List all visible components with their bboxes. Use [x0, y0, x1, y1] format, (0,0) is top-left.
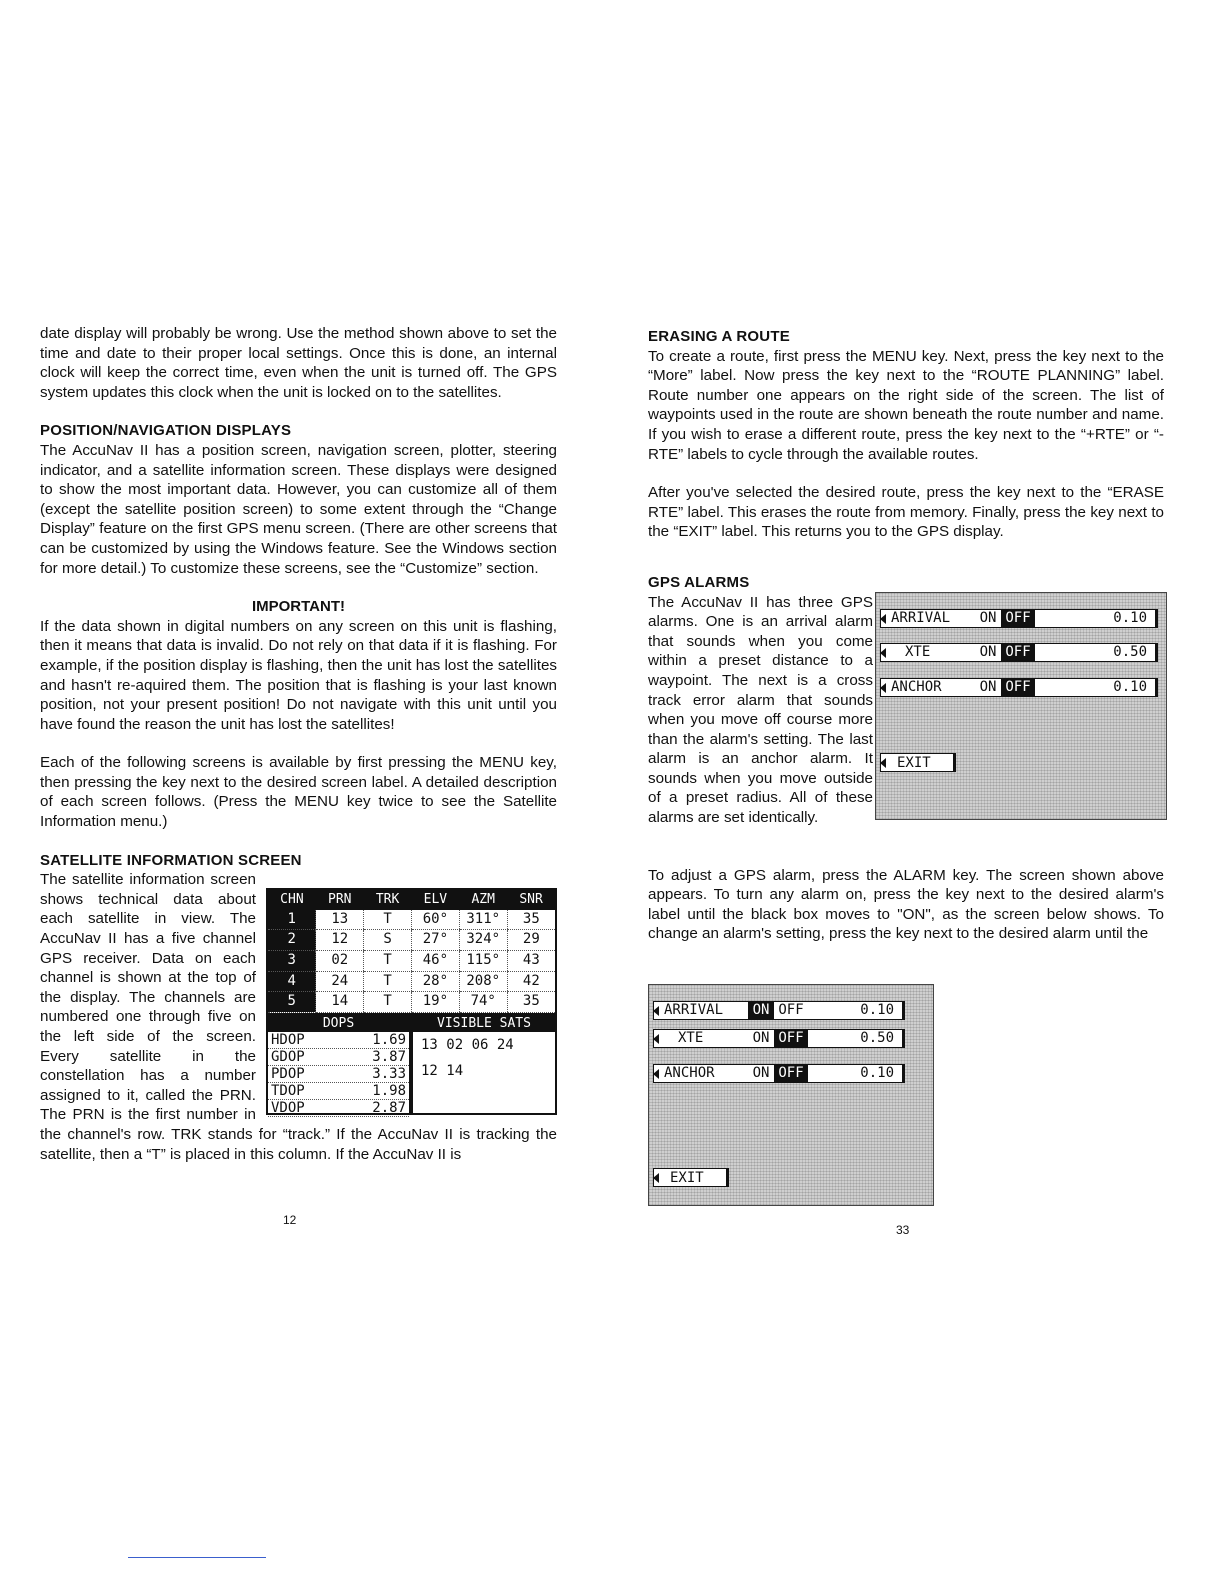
important-heading: IMPORTANT!: [251, 598, 346, 616]
alarm-label: ARRIVAL: [664, 1002, 724, 1018]
prn-cell: 14: [316, 992, 364, 1013]
col-header: ELV: [411, 890, 459, 910]
exit-button[interactable]: EXIT: [653, 1168, 729, 1187]
prn-cell: 12: [316, 930, 364, 951]
dop-value: 1.69: [372, 1031, 406, 1048]
channel-cell: 1: [268, 910, 316, 930]
left-page: [40, 324, 557, 1164]
visible-sats-line: 13 02 06 24: [421, 1036, 514, 1053]
table-row: [268, 971, 555, 992]
dop-name: GDOP: [271, 1048, 305, 1065]
erase-paragraph-2: After you've selected the desired route, press the key next to the “ERASE RTE” label. This erases the route from memory. Finally, press the key next to the “EXIT” label. This returns you to the GPS display.: [648, 484, 1164, 541]
alarm-label: ANCHOR: [891, 679, 942, 695]
important-paragraph: If the data shown in digital numbers on any screen on this unit is flashing, then it means that data is invalid. Do not rely on that data if it is flashing. For example, if the position display is flashing, then the unit has lost the satellites and hasn't re-aquired them. The position that is flashing is your last known position, not your present position! Do not navigate with this unit until you have found the reason the unit has lost the satellites!: [40, 617, 557, 733]
alarm-off-selected: OFF: [774, 1029, 808, 1048]
alarm-row-anchor[interactable]: [880, 678, 1158, 697]
alarms-heading: GPS ALARMS: [648, 573, 750, 591]
snr-cell: 43: [507, 951, 555, 972]
channel-cell: 5: [268, 992, 316, 1013]
alarm-value: 0.50: [860, 1030, 894, 1046]
alarm-label: XTE: [905, 644, 931, 660]
trk-cell: T: [364, 951, 412, 972]
azm-cell: 311°: [459, 910, 507, 930]
alarm-value: 0.50: [1113, 644, 1147, 660]
dops-header: DOPS: [268, 1015, 409, 1032]
prn-cell: 13: [316, 910, 364, 930]
elv-cell: 46°: [411, 951, 459, 972]
posnav-heading: POSITION/NAVIGATION DISPLAYS: [40, 422, 292, 440]
alarm-value: 0.10: [1113, 610, 1147, 626]
alarm-on: ON: [752, 1065, 770, 1081]
posnav-paragraph: The AccuNav II has a position screen, navigation screen, plotter, steering indicator, and a satellite information screen. These displays were designed to show the most important data. However, you can customize all of them (except the satellite position screen) to some extent through the “Change Display” feature on the first GPS menu screen. (There are other screens that can be customized by using the Windows feature. See the Windows section for more detail.) To customize these screens, see the “Customize” section.: [40, 441, 557, 577]
alarm-value: 0.10: [860, 1065, 894, 1081]
dop-row: [268, 1083, 409, 1100]
footer-rule: [128, 1557, 266, 1558]
dop-name: PDOP: [271, 1065, 305, 1082]
alarm-value: 0.10: [860, 1002, 894, 1018]
table-row: [268, 951, 555, 972]
elv-cell: 19°: [411, 992, 459, 1013]
alarm-label: XTE: [678, 1030, 704, 1046]
page-number-right: 33: [896, 1223, 910, 1237]
dop-name: TDOP: [271, 1082, 305, 1099]
alarm-value: 0.10: [1113, 679, 1147, 695]
channel-cell: 2: [268, 930, 316, 951]
trk-cell: S: [364, 930, 412, 951]
dop-name: VDOP: [271, 1099, 305, 1116]
alarm-label: ANCHOR: [664, 1065, 715, 1081]
alarm-row-arrival[interactable]: [653, 1001, 905, 1020]
elv-cell: 60°: [411, 910, 459, 930]
snr-cell: 29: [507, 930, 555, 951]
snr-cell: 35: [507, 910, 555, 930]
alarm-on-selected: ON: [748, 1001, 774, 1020]
trk-cell: T: [364, 971, 412, 992]
alarm-screen-top: [875, 592, 1167, 820]
elv-cell: 28°: [411, 971, 459, 992]
col-header: PRN: [316, 890, 364, 910]
satinfo-heading: SATELLITE INFORMATION SCREEN: [40, 851, 302, 869]
dop-row: [268, 1100, 409, 1117]
elv-cell: 27°: [411, 930, 459, 951]
dop-name: HDOP: [271, 1031, 305, 1048]
alarm-row-xte[interactable]: [653, 1029, 905, 1048]
dop-value: 1.98: [372, 1082, 406, 1099]
alarm-label: ARRIVAL: [891, 610, 951, 626]
trk-cell: T: [364, 910, 412, 930]
alarm-off-selected: OFF: [1001, 643, 1035, 662]
channel-cell: 3: [268, 951, 316, 972]
adjust-paragraph: To adjust a GPS alarm, press the ALARM key. The screen shown above appears. To turn any alarm on, press the key next to the desired alarm's label until the black box moves to "ON", as the screen below shows. To change an alarm's setting, press the key next to the desired alarm until the: [648, 866, 1164, 943]
col-header: AZM: [459, 890, 507, 910]
col-header: CHN: [268, 890, 316, 910]
prn-cell: 02: [316, 951, 364, 972]
alarm-row-anchor[interactable]: [653, 1064, 905, 1083]
dops-panel: [268, 1015, 413, 1116]
alarm-on: ON: [752, 1030, 770, 1046]
alarm-screen-bottom: [648, 984, 934, 1206]
visible-sats-header: VISIBLE SATS: [413, 1015, 555, 1032]
table-row: [268, 930, 555, 951]
alarm-off-selected: OFF: [1001, 678, 1035, 697]
satinfo-paragraph: The satellite information screen shows technical data about each satellite in view. The AccuNav II has a five channel GPS receiver. Data on each channel is shown at the top of the display. The channels are numbered one through five on the left side of the screen. Every satellite in the constellation has a number assigned to it, called the PRN. The PRN is the first number in the channel's row. TRK stands for “track.” If the AccuNav II is tracking the satellite, then a “T” is placed in this column. If the AccuNav II is: [40, 871, 557, 1163]
prn-cell: 24: [316, 971, 364, 992]
col-header: SNR: [507, 890, 555, 910]
snr-cell: 35: [507, 992, 555, 1013]
col-header: TRK: [364, 890, 412, 910]
azm-cell: 208°: [459, 971, 507, 992]
trk-cell: T: [364, 992, 412, 1013]
page-number-left: 12: [283, 1213, 297, 1227]
table-row: [268, 910, 555, 930]
alarm-on: ON: [979, 644, 997, 660]
alarm-off-selected: OFF: [774, 1064, 808, 1083]
exit-button[interactable]: EXIT: [880, 753, 956, 772]
snr-cell: 42: [507, 971, 555, 992]
alarm-off: OFF: [778, 1002, 804, 1018]
table-row: [268, 992, 555, 1013]
azm-cell: 324°: [459, 930, 507, 951]
dop-row: [268, 1066, 409, 1083]
alarm-on: ON: [979, 679, 997, 695]
azm-cell: 74°: [459, 992, 507, 1013]
dop-row: [268, 1049, 409, 1066]
alarm-row-arrival[interactable]: [880, 609, 1158, 628]
alarm-off-selected: OFF: [1001, 609, 1035, 628]
visible-sats-line: 12 14: [421, 1062, 464, 1079]
erase-heading: ERASING A ROUTE: [648, 328, 790, 345]
dop-value: 3.87: [372, 1048, 406, 1065]
channel-cell: 4: [268, 971, 316, 992]
screens-paragraph: Each of the following screens is available by first pressing the MENU key, then pressing the key next to the desired screen label. A detailed description of each screen follows. (Press the MENU key twice to see the Satellite Information menu.): [40, 754, 557, 831]
alarms-paragraph: The AccuNav II has three GPS alarms. One is an arrival alarm that sounds when you come within a preset distance to a waypoint. The next is a cross track error alarm that sounds when you move off course more than the alarm's setting. The last alarm is an anchor alarm. It sounds when you move outside of a preset radius. All of these alarms are set identically.: [648, 593, 873, 827]
channel-table: [268, 890, 555, 1013]
dop-value: 2.87: [372, 1099, 406, 1116]
satellite-info-screen: [266, 888, 557, 1115]
intro-paragraph: date display will probably be wrong. Use the method shown above to set the time and date to their proper local settings. Once this is done, an internal clock will keep the correct time, even when the unit is turned off. The GPS system updates this clock when the unit is locked on to the satellites.: [40, 325, 557, 401]
alarm-row-xte[interactable]: [880, 643, 1158, 662]
dop-row: [268, 1032, 409, 1049]
azm-cell: 115°: [459, 951, 507, 972]
visible-sats-panel: [413, 1015, 555, 1113]
erase-paragraph-1: To create a route, first press the MENU key. Next, press the key next to the “More” label. Now press the key next to the “ROUTE PLANNING” label. Route number one appears on the right side of the screen. The list of waypoints used in the route are shown beneath the route number and name. If you wish to erase a different route, press the key next to the “+RTE” or “-RTE” labels to cycle through the available routes.: [648, 347, 1164, 463]
dop-value: 3.33: [372, 1065, 406, 1082]
alarm-on: ON: [979, 610, 997, 626]
